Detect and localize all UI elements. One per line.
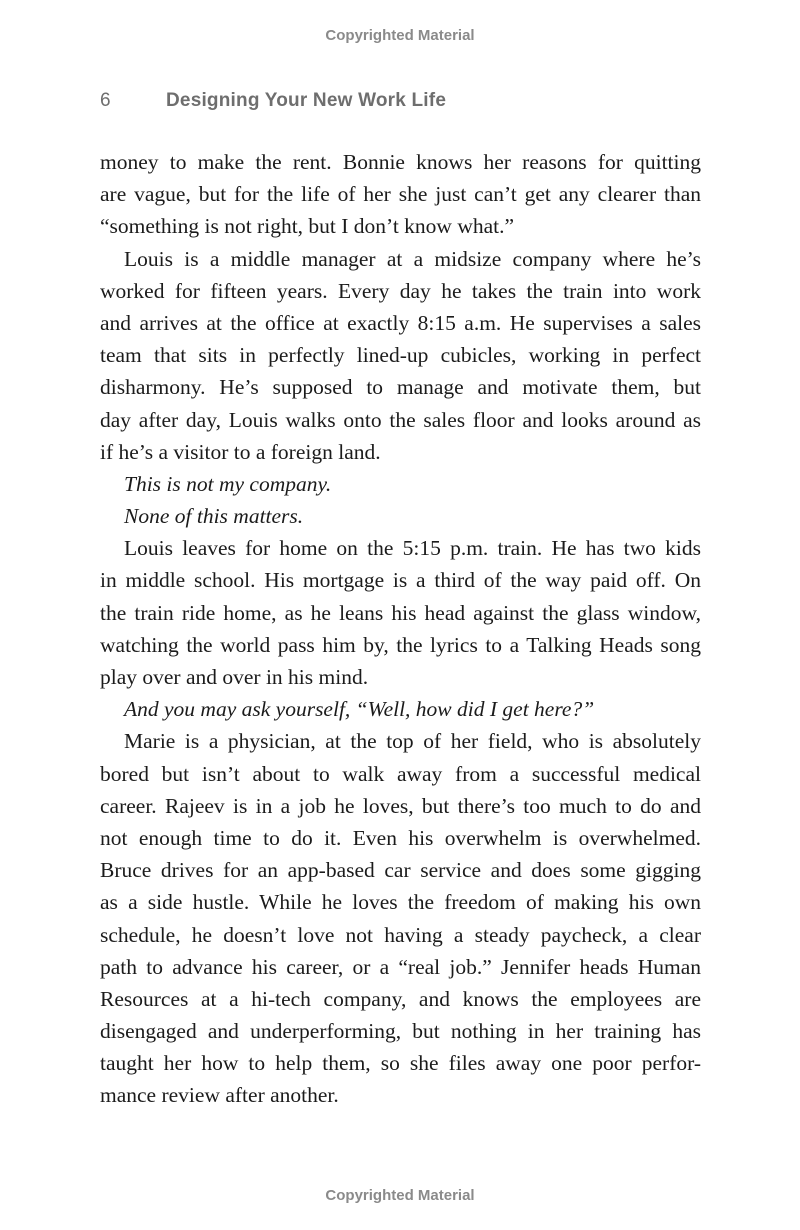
text-line: “something is not right, but I don’t know what.” (100, 214, 515, 239)
book-title: Designing Your New Work Life (166, 90, 447, 111)
text-line: and arrives at the office at exactly 8:15 a.m. He supervises a sales (100, 310, 701, 335)
text-line: taught her how to help them, so she files away one poor perfor- (100, 1051, 701, 1076)
text-line: money to make the rent. Bonnie knows her reasons for quitting (100, 150, 701, 174)
text-line: day after day, Louis walks onto the sales floor and looks around as (100, 407, 701, 432)
text-line: play over and over in his mind. (100, 665, 369, 689)
text-line: not enough time to do it. Even his overwhelm is overwhelmed. (100, 825, 701, 850)
paragraph-start-line: Louis leaves for home on the 5:15 p.m. train. He has two kids (124, 536, 701, 561)
text-line: in middle school. His mortgage is a third of the way paid off. On (100, 568, 701, 593)
text-line: mance review after another. (100, 1083, 339, 1108)
text-line: career. Rajeev is in a job he loves, but there’s too much to do and (100, 793, 701, 818)
italic-lyric-line: And you may ask yourself, “Well, how did I get here?” (124, 697, 595, 722)
running-head (100, 88, 700, 114)
text-line: path to advance his career, or a “real job.” Jennifer heads Human (100, 954, 701, 979)
italic-thought-line: This is not my company. (124, 471, 332, 496)
text-line: if he’s a visitor to a foreign land. (100, 439, 381, 464)
text-line: Resources at a hi-tech company, and knows the employees are (100, 986, 701, 1011)
text-line: disengaged and underperforming, but nothing in her training has (100, 1019, 701, 1044)
paragraph-start-line: Louis is a middle manager at a midsize company where he’s (124, 246, 701, 271)
text-line: the train ride home, as he leans his head against the glass window, (100, 600, 701, 625)
text-line: bored but isn’t about to walk away from a successful medical (100, 761, 701, 786)
text-line: Bruce drives for an app-based car service and does some gigging (100, 858, 701, 883)
text-line: team that sits in perfectly lined-up cubicles, working in perfect (100, 343, 701, 368)
copyright-watermark-bottom: Copyrighted Material (325, 1187, 475, 1204)
text-line: watching the world pass him by, the lyrics to a Talking Heads song (100, 632, 701, 657)
italic-thought-line: None of this matters. (124, 504, 304, 529)
text-line: disharmony. He’s supposed to manage and motivate them, but (100, 375, 701, 400)
text-line: worked for fifteen years. Every day he takes the train into work (100, 278, 701, 303)
text-line: schedule, he doesn’t love not having a steady paycheck, a clear (100, 922, 701, 947)
body-text (100, 146, 701, 1112)
copyright-watermark-top: Copyrighted Material (325, 27, 475, 44)
paragraph-start-line: Marie is a physician, at the top of her field, who is absolutely (124, 729, 701, 754)
text-line: are vague, but for the life of her she just can’t get any clearer than (100, 182, 701, 207)
page-number: 6 (100, 90, 111, 111)
text-line: as a side hustle. While he loves the freedom of making his own (100, 890, 701, 915)
